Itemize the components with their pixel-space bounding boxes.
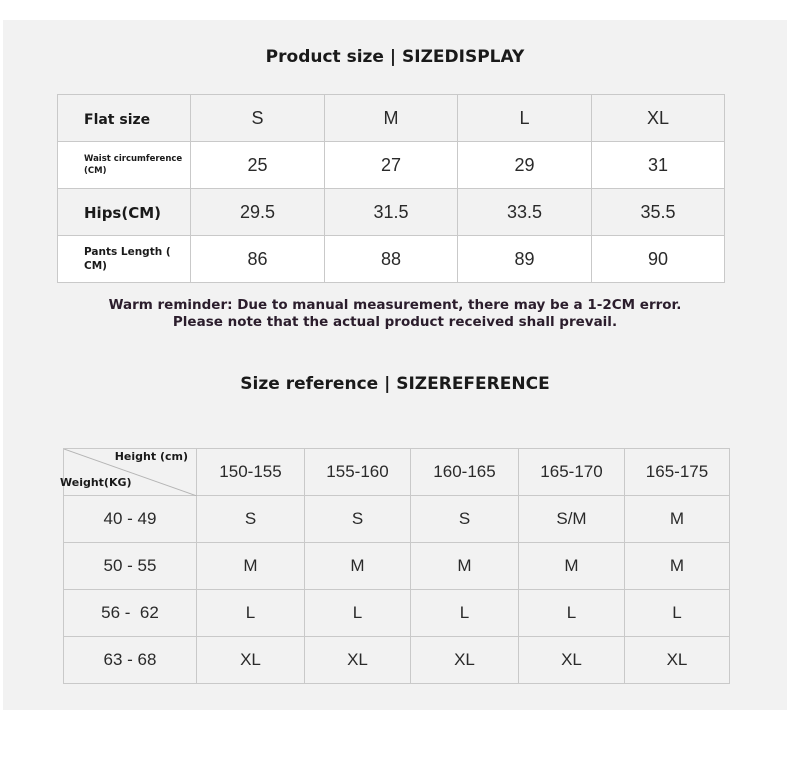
waist-row bbox=[58, 142, 725, 189]
size-header-cell: M bbox=[325, 95, 458, 142]
pants-length-value: 89 bbox=[458, 236, 592, 283]
weight-row bbox=[64, 543, 730, 590]
hips-value: 29.5 bbox=[191, 189, 325, 236]
size-cell: XL bbox=[305, 637, 411, 684]
size-display-table bbox=[57, 94, 725, 283]
flat-size-label bbox=[58, 95, 191, 142]
height-header-row bbox=[64, 449, 730, 496]
hips-value: 33.5 bbox=[458, 189, 592, 236]
size-reference-title: Size reference | SIZEREFERENCE bbox=[240, 374, 550, 394]
size-cell: L bbox=[305, 590, 411, 637]
waist-label-text: Waist circumference (CM) bbox=[84, 154, 183, 176]
weight-cell: 40 - 49 bbox=[64, 496, 197, 543]
size-display-title: Product size | SIZEDISPLAY bbox=[265, 47, 525, 67]
weight-row bbox=[64, 496, 730, 543]
height-header-cell: 150-155 bbox=[197, 449, 305, 496]
weight-row bbox=[64, 637, 730, 684]
weight-cell: 50 - 55 bbox=[64, 543, 197, 590]
weight-cell: 56 - 62 bbox=[64, 590, 197, 637]
size-cell: XL bbox=[411, 637, 519, 684]
size-cell: S bbox=[197, 496, 305, 543]
size-cell: M bbox=[411, 543, 519, 590]
pants-length-value: 86 bbox=[191, 236, 325, 283]
height-header-cell: 155-160 bbox=[305, 449, 411, 496]
size-cell: M bbox=[519, 543, 625, 590]
hips-label bbox=[58, 189, 191, 236]
height-header-cell: 165-175 bbox=[625, 449, 730, 496]
waist-value: 31 bbox=[592, 142, 725, 189]
size-cell: M bbox=[625, 496, 730, 543]
waist-value: 27 bbox=[325, 142, 458, 189]
weight-row bbox=[64, 590, 730, 637]
pants-length-label-text: Pants Length ( CM) bbox=[84, 246, 171, 272]
reminder-line-2: Please note that the actual product received shall prevail. bbox=[172, 314, 618, 330]
height-header-cell: 165-170 bbox=[519, 449, 625, 496]
hips-label-text: Hips(CM) bbox=[84, 203, 162, 222]
size-cell: L bbox=[411, 590, 519, 637]
size-cell: M bbox=[625, 543, 730, 590]
hips-row bbox=[58, 189, 725, 236]
waist-value: 29 bbox=[458, 142, 592, 189]
waist-value: 25 bbox=[191, 142, 325, 189]
height-axis-label: Height (cm) bbox=[114, 450, 188, 463]
size-cell: L bbox=[519, 590, 625, 637]
size-cell: L bbox=[625, 590, 730, 637]
waist-label bbox=[58, 142, 191, 189]
size-header-row bbox=[58, 95, 725, 142]
pants-length-value: 90 bbox=[592, 236, 725, 283]
pants-length-value: 88 bbox=[325, 236, 458, 283]
hips-value: 31.5 bbox=[325, 189, 458, 236]
height-header-cell: 160-165 bbox=[411, 449, 519, 496]
size-cell: XL bbox=[519, 637, 625, 684]
weight-cell: 63 - 68 bbox=[64, 637, 197, 684]
size-cell: L bbox=[197, 590, 305, 637]
size-header-cell: S bbox=[191, 95, 325, 142]
size-cell: S bbox=[411, 496, 519, 543]
size-cell: M bbox=[197, 543, 305, 590]
hips-value: 35.5 bbox=[592, 189, 725, 236]
size-cell: XL bbox=[197, 637, 305, 684]
flat-size-text: Flat size bbox=[84, 111, 151, 128]
pants-length-row bbox=[58, 236, 725, 283]
size-cell: S/M bbox=[519, 496, 625, 543]
size-header-cell: L bbox=[458, 95, 592, 142]
weight-axis-label: Weight(KG) bbox=[60, 476, 132, 489]
size-cell: XL bbox=[625, 637, 730, 684]
size-header-cell: XL bbox=[592, 95, 725, 142]
size-reference-table bbox=[60, 448, 730, 684]
reminder-line-1: Warm reminder: Due to manual measurement, there may be a 1-2CM error. bbox=[108, 297, 682, 313]
size-cell: M bbox=[305, 543, 411, 590]
size-cell: S bbox=[305, 496, 411, 543]
corner-cell bbox=[60, 449, 197, 496]
pants-length-label bbox=[58, 236, 191, 283]
